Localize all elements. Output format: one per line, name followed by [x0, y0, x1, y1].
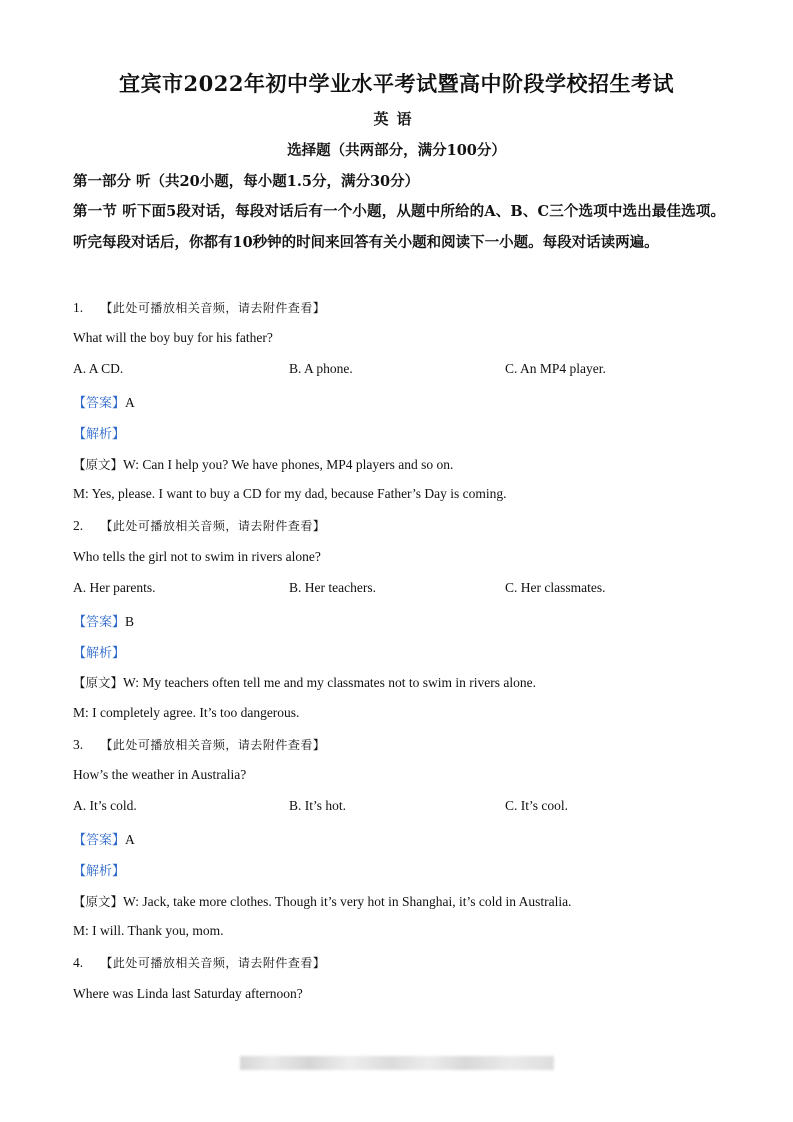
analysis-label: 【解析】 — [73, 427, 126, 442]
transcript-label: 【原文】 — [73, 894, 124, 909]
transcript-w: W: Can I help you? We have phones, MP4 players and so on. — [123, 457, 454, 472]
question-number: 3. — [73, 737, 84, 752]
option-a: A. It’s cold. — [73, 798, 137, 813]
blurred-footer — [240, 1056, 554, 1070]
transcript-row — [73, 673, 536, 691]
question-text: How’s the weather in Australia? — [73, 767, 247, 782]
question-audio-row — [73, 736, 325, 753]
option-b: B. Her teachers. — [289, 580, 376, 595]
option-a: A. Her parents. — [73, 580, 156, 595]
question-text: Who tells the girl not to swim in rivers alone? — [73, 549, 321, 564]
question-audio-row — [73, 517, 325, 534]
option-b: B. It’s hot. — [289, 798, 347, 813]
question-audio-row — [73, 299, 325, 316]
answer-row — [73, 611, 134, 630]
audio-note[interactable]: 【此处可播放相关音频，请去附件查看】 — [100, 956, 326, 970]
question-number: 2. — [73, 518, 84, 533]
option-c: C. Her classmates. — [505, 580, 606, 595]
option-c: C. An MP4 player. — [505, 361, 606, 376]
analysis-label: 【解析】 — [73, 646, 126, 661]
answer-label: 【答案】 — [73, 396, 126, 411]
option-c: C. It’s cool. — [505, 798, 568, 813]
answer-value: A — [125, 395, 135, 410]
audio-note[interactable]: 【此处可播放相关音频，请去附件查看】 — [100, 301, 326, 315]
transcript-m: M: I will. Thank you, mom. — [73, 923, 224, 938]
answer-value: A — [125, 832, 135, 847]
question-text: What will the boy buy for his father? — [73, 330, 273, 345]
transcript-label: 【原文】 — [73, 675, 124, 690]
analysis-row — [73, 642, 125, 661]
audio-note[interactable]: 【此处可播放相关音频，请去附件查看】 — [100, 519, 326, 533]
transcript-label: 【原文】 — [73, 457, 124, 472]
answer-label: 【答案】 — [73, 833, 126, 848]
analysis-label: 【解析】 — [73, 864, 126, 879]
answer-row — [73, 392, 135, 411]
option-b: B. A phone. — [289, 361, 353, 376]
transcript-w: W: My teachers often tell me and my classmates not to swim in rivers alone. — [123, 675, 537, 690]
question-number: 4. — [73, 955, 84, 970]
transcript-row — [73, 892, 571, 910]
transcript-w: W: Jack, take more clothes. Though it’s very hot in Shanghai, it’s cold in Australia. — [123, 894, 572, 909]
section-instruction: 第一节 听下面5段对话，每段对话后有一个小题，从题中所给的A、B、C三个选项中选出最佳选项。听完每段对话后，你都有10秒钟的时间来回答有关小题和阅读下一小题。每段对话读两遍。 — [73, 203, 725, 251]
analysis-row — [73, 860, 125, 879]
transcript-m: M: Yes, please. I want to buy a CD for my dad, because Father’s Day is coming. — [73, 486, 507, 501]
part-heading: 第一部分 听（共20小题，每小题1.5分，满分30分） — [73, 173, 420, 190]
answer-label: 【答案】 — [73, 615, 126, 630]
analysis-row — [73, 423, 125, 442]
answer-row — [73, 829, 135, 848]
subject-heading: 英语 — [373, 110, 420, 128]
answer-value: B — [125, 614, 135, 629]
transcript-m: M: I completely agree. It’s too dangerous. — [73, 705, 300, 720]
option-a: A. A CD. — [73, 361, 124, 376]
question-text: Where was Linda last Saturday afternoon? — [73, 986, 303, 1001]
exam-title: 宜宾市2022年初中学业水平考试暨高中阶段学校招生考试 — [119, 71, 674, 96]
question-audio-row — [73, 954, 325, 971]
transcript-row — [73, 455, 453, 473]
question-number: 1. — [73, 300, 84, 315]
section-note: 选择题（共两部分，满分100分） — [287, 142, 506, 159]
audio-note[interactable]: 【此处可播放相关音频，请去附件查看】 — [100, 738, 326, 752]
